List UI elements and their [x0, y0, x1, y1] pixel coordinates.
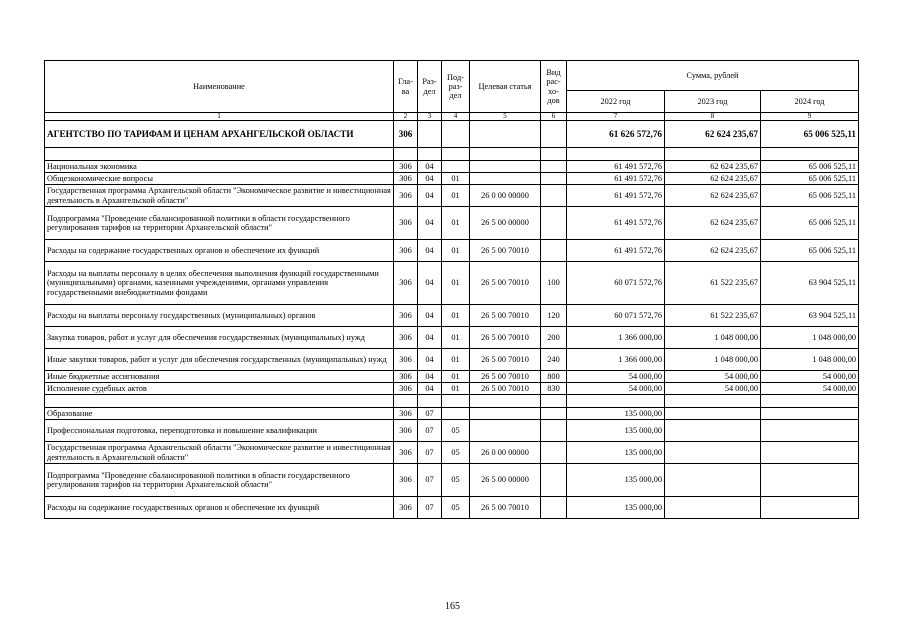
row-chapter: 306: [394, 327, 418, 349]
row-sum-2023: [665, 464, 761, 497]
row-subsection: 01: [442, 262, 470, 305]
row-expense-type: 200: [541, 327, 567, 349]
row-sum-2024: [761, 464, 859, 497]
row-section: 04: [418, 349, 442, 371]
row-name: Общеэкономические вопросы: [45, 173, 394, 185]
table-row: [45, 173, 859, 185]
row-expense-type: [541, 420, 567, 442]
row-section: 04: [418, 207, 442, 240]
row-sum-2023: 61 522 235,67: [665, 262, 761, 305]
row-sum-2024: 1 048 000,00: [761, 349, 859, 371]
row-name: Исполнение судебных актов: [45, 383, 394, 395]
row-sum-2023: 62 624 235,67: [665, 240, 761, 262]
table-row: [45, 185, 859, 207]
row-subsection: 01: [442, 371, 470, 383]
row-subsection: 01: [442, 185, 470, 207]
agency-row: [45, 121, 859, 148]
row-section: 07: [418, 442, 442, 464]
row-chapter: 306: [394, 173, 418, 185]
row-sum-2022: 135 000,00: [567, 464, 665, 497]
row-section: 07: [418, 497, 442, 519]
row-sum-2023: 62 624 235,67: [665, 173, 761, 185]
row-sum-2022: 135 000,00: [567, 497, 665, 519]
table-row: [45, 262, 859, 305]
column-number: 7: [567, 113, 665, 121]
row-section: 04: [418, 262, 442, 305]
row-chapter: 306: [394, 383, 418, 395]
row-expense-type: [541, 497, 567, 519]
row-sum-2022: 60 071 572,76: [567, 262, 665, 305]
row-subsection: 01: [442, 240, 470, 262]
spacer-row: [45, 148, 859, 161]
row-sum-2022: 54 000,00: [567, 383, 665, 395]
header-section: Раз-дел: [418, 61, 442, 113]
row-chapter: 306: [394, 408, 418, 420]
table-header: [45, 61, 859, 121]
header-chapter: Гла-ва: [394, 61, 418, 113]
row-expense-type: 120: [541, 305, 567, 327]
agency-sum-2024: 65 006 525,11: [761, 121, 859, 148]
row-sum-2022: 60 071 572,76: [567, 305, 665, 327]
row-sum-2022: 61 491 572,76: [567, 185, 665, 207]
column-number: 2: [394, 113, 418, 121]
row-sum-2022: 61 491 572,76: [567, 207, 665, 240]
row-expense-type: 100: [541, 262, 567, 305]
row-sum-2023: 62 624 235,67: [665, 161, 761, 173]
row-sum-2022: 1 366 000,00: [567, 349, 665, 371]
row-sum-2023: 61 522 235,67: [665, 305, 761, 327]
table-row: [45, 383, 859, 395]
row-chapter: 306: [394, 420, 418, 442]
row-sum-2022: 61 491 572,76: [567, 161, 665, 173]
row-expense-type: 800: [541, 371, 567, 383]
rows-education: [45, 408, 859, 519]
row-subsection: 05: [442, 464, 470, 497]
row-chapter: 306: [394, 442, 418, 464]
row-target-article: 26 5 00 70010: [470, 383, 541, 395]
header-year-2022: 2022 год: [567, 91, 665, 113]
row-subsection: 05: [442, 497, 470, 519]
spacer-row: [45, 395, 859, 408]
row-target-article: [470, 173, 541, 185]
table-row: [45, 497, 859, 519]
row-chapter: 306: [394, 207, 418, 240]
table-row: [45, 305, 859, 327]
row-sum-2022: 135 000,00: [567, 442, 665, 464]
row-subsection: 01: [442, 305, 470, 327]
row-sum-2023: 54 000,00: [665, 383, 761, 395]
header-expense-type: Вид рас-хо-дов: [541, 61, 567, 113]
row-sum-2023: [665, 408, 761, 420]
table-row: [45, 442, 859, 464]
table-row: [45, 349, 859, 371]
row-target-article: [470, 408, 541, 420]
row-target-article: 26 5 00 70010: [470, 371, 541, 383]
row-expense-type: [541, 442, 567, 464]
row-target-article: 26 5 00 70010: [470, 349, 541, 371]
row-chapter: 306: [394, 497, 418, 519]
row-subsection: 01: [442, 207, 470, 240]
row-subsection: 01: [442, 327, 470, 349]
row-sum-2024: 65 006 525,11: [761, 207, 859, 240]
row-expense-type: [541, 408, 567, 420]
row-name: Национальная экономика: [45, 161, 394, 173]
row-sum-2023: 54 000,00: [665, 371, 761, 383]
row-target-article: [470, 161, 541, 173]
row-section: 04: [418, 383, 442, 395]
row-section: 04: [418, 327, 442, 349]
row-section: 07: [418, 464, 442, 497]
row-sum-2024: 65 006 525,11: [761, 185, 859, 207]
row-target-article: 26 5 00 70010: [470, 327, 541, 349]
row-name: Расходы на выплаты персоналу в целях обеспечения выполнения функций государственными (муниципальными) органами, казенными учреждениями, органами управления государственными внебюджетными фондами: [45, 262, 394, 305]
row-sum-2022: 1 366 000,00: [567, 327, 665, 349]
row-sum-2024: [761, 442, 859, 464]
row-section: 04: [418, 305, 442, 327]
row-section: 04: [418, 161, 442, 173]
header-name: Наименование: [45, 61, 394, 113]
row-name: Расходы на содержание государственных органов и обеспечение их функций: [45, 497, 394, 519]
row-subsection: [442, 161, 470, 173]
agency-name: АГЕНТСТВО ПО ТАРИФАМ И ЦЕНАМ АРХАНГЕЛЬСКОЙ ОБЛАСТИ: [45, 121, 394, 148]
row-sum-2022: 54 000,00: [567, 371, 665, 383]
row-name: Государственная программа Архангельской области "Экономическое развитие и инвестиционная деятельность в Архангельской области": [45, 185, 394, 207]
row-name: Иные бюджетные ассигнования: [45, 371, 394, 383]
row-sum-2022: 135 000,00: [567, 420, 665, 442]
row-target-article: [470, 420, 541, 442]
page-number: 165: [445, 601, 460, 612]
row-sum-2024: 65 006 525,11: [761, 240, 859, 262]
header-subsection: Под-раз-дел: [442, 61, 470, 113]
row-section: 04: [418, 185, 442, 207]
row-sum-2024: 63 904 525,11: [761, 262, 859, 305]
row-sum-2023: [665, 442, 761, 464]
row-subsection: [442, 408, 470, 420]
row-subsection: 01: [442, 173, 470, 185]
row-sum-2023: [665, 420, 761, 442]
row-chapter: 306: [394, 349, 418, 371]
row-chapter: 306: [394, 464, 418, 497]
row-expense-type: 830: [541, 383, 567, 395]
row-section: 07: [418, 420, 442, 442]
row-subsection: 01: [442, 383, 470, 395]
row-expense-type: [541, 173, 567, 185]
row-section: 07: [418, 408, 442, 420]
column-number: 8: [665, 113, 761, 121]
row-sum-2024: 54 000,00: [761, 371, 859, 383]
agency-sum-2022: 61 626 572,76: [567, 121, 665, 148]
table-row: [45, 240, 859, 262]
table-row: [45, 161, 859, 173]
header-year-2023: 2023 год: [665, 91, 761, 113]
row-sum-2022: 61 491 572,76: [567, 240, 665, 262]
row-section: 04: [418, 240, 442, 262]
row-name: Расходы на выплаты персоналу государственных (муниципальных) органов: [45, 305, 394, 327]
table-row: [45, 371, 859, 383]
column-number: 5: [470, 113, 541, 121]
row-chapter: 306: [394, 262, 418, 305]
row-sum-2024: 54 000,00: [761, 383, 859, 395]
row-subsection: 05: [442, 420, 470, 442]
row-section: 04: [418, 173, 442, 185]
row-expense-type: [541, 161, 567, 173]
column-number: 6: [541, 113, 567, 121]
row-chapter: 306: [394, 305, 418, 327]
column-number: 1: [45, 113, 394, 121]
row-sum-2024: 65 006 525,11: [761, 173, 859, 185]
row-target-article: 26 5 00 70010: [470, 497, 541, 519]
row-target-article: 26 0 00 00000: [470, 185, 541, 207]
row-sum-2024: [761, 420, 859, 442]
row-target-article: 26 5 00 00000: [470, 464, 541, 497]
row-chapter: 306: [394, 371, 418, 383]
row-target-article: 26 0 00 00000: [470, 442, 541, 464]
row-expense-type: [541, 207, 567, 240]
row-chapter: 306: [394, 240, 418, 262]
row-name: Государственная программа Архангельской области "Экономическое развитие и инвестиционная деятельность в Архангельской области": [45, 442, 394, 464]
row-sum-2023: 1 048 000,00: [665, 327, 761, 349]
row-chapter: 306: [394, 161, 418, 173]
row-name: Подпрограмма "Проведение сбалансированной политики в области государственного регулирования тарифов на территории Архангельской области": [45, 464, 394, 497]
row-sum-2024: 63 904 525,11: [761, 305, 859, 327]
row-name: Иные закупки товаров, работ и услуг для обеспечения государственных (муниципальных) нужд: [45, 349, 394, 371]
row-sum-2024: 1 048 000,00: [761, 327, 859, 349]
row-target-article: 26 5 00 70010: [470, 262, 541, 305]
row-sum-2023: [665, 497, 761, 519]
row-section: 04: [418, 371, 442, 383]
row-target-article: 26 5 00 00000: [470, 207, 541, 240]
row-subsection: 01: [442, 349, 470, 371]
row-sum-2024: [761, 497, 859, 519]
column-number: 9: [761, 113, 859, 121]
header-sum: Сумма, рублей: [567, 61, 859, 91]
row-sum-2022: 61 491 572,76: [567, 173, 665, 185]
row-sum-2023: 1 048 000,00: [665, 349, 761, 371]
table-row: [45, 464, 859, 497]
agency-chapter: 306: [394, 121, 418, 148]
row-expense-type: 240: [541, 349, 567, 371]
row-expense-type: [541, 464, 567, 497]
table-row: [45, 327, 859, 349]
table-row: [45, 408, 859, 420]
table-row: [45, 420, 859, 442]
header-year-2024: 2024 год: [761, 91, 859, 113]
row-sum-2023: 62 624 235,67: [665, 207, 761, 240]
header-target: Целевая статья: [470, 61, 541, 113]
rows-economy: [45, 161, 859, 395]
table-row: [45, 207, 859, 240]
column-number: 4: [442, 113, 470, 121]
row-expense-type: [541, 185, 567, 207]
row-target-article: 26 5 00 70010: [470, 305, 541, 327]
row-chapter: 306: [394, 185, 418, 207]
row-name: Расходы на содержание государственных органов и обеспечение их функций: [45, 240, 394, 262]
row-sum-2024: [761, 408, 859, 420]
row-target-article: 26 5 00 70010: [470, 240, 541, 262]
row-expense-type: [541, 240, 567, 262]
row-name: Образование: [45, 408, 394, 420]
column-number-row: [45, 113, 859, 121]
row-sum-2022: 135 000,00: [567, 408, 665, 420]
budget-table: [44, 60, 859, 519]
row-name: Закупка товаров, работ и услуг для обеспечения государственных (муниципальных) нужд: [45, 327, 394, 349]
row-subsection: 05: [442, 442, 470, 464]
row-name: Профессиональная подготовка, переподготовка и повышение квалификации: [45, 420, 394, 442]
agency-sum-2023: 62 624 235,67: [665, 121, 761, 148]
row-sum-2023: 62 624 235,67: [665, 185, 761, 207]
row-name: Подпрограмма "Проведение сбалансированной политики в области государственного регулирования тарифов на территории Архангельской области": [45, 207, 394, 240]
column-number: 3: [418, 113, 442, 121]
row-sum-2024: 65 006 525,11: [761, 161, 859, 173]
